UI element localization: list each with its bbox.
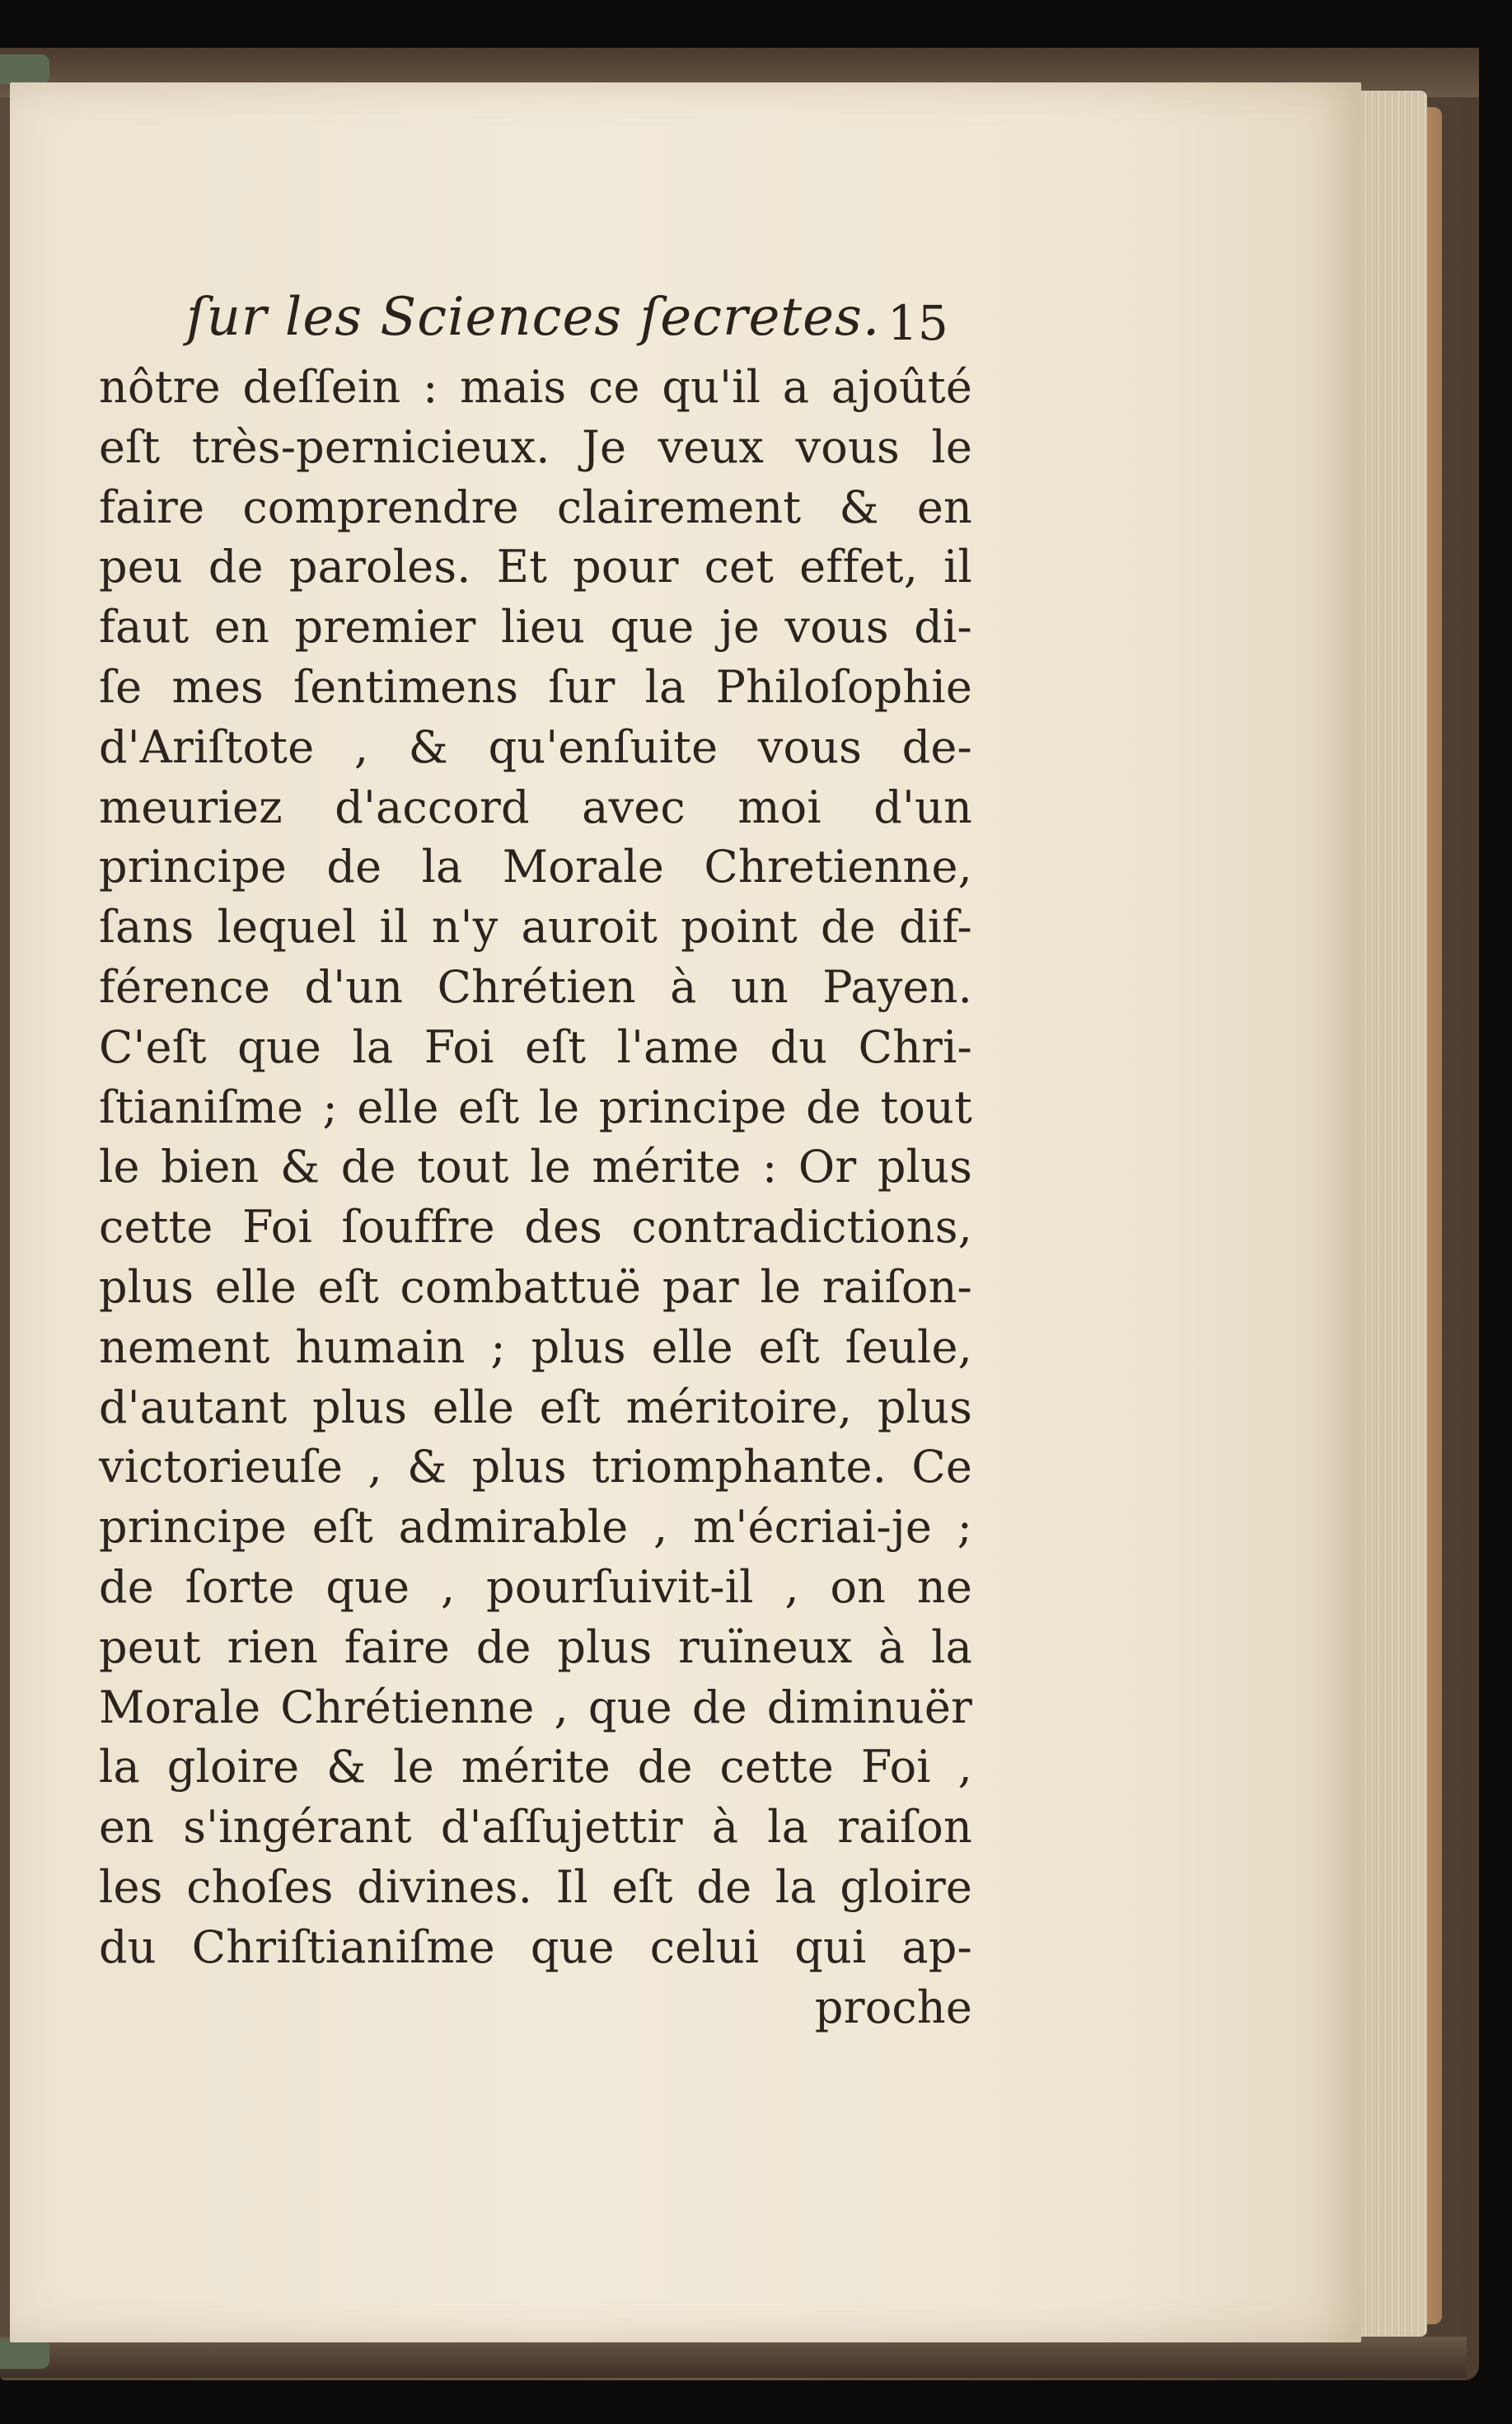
body-text	[99, 358, 972, 2037]
spine-ribbon-top	[0, 54, 49, 84]
spine-ribbon-bottom	[0, 2339, 49, 2369]
text-line: plus elle eſt combattuë par le raiſon-	[99, 1260, 972, 1313]
page-header	[186, 287, 977, 361]
text-line: ſe mes ſentimens ſur la Philoſophie	[99, 660, 972, 713]
page-number: 15	[887, 295, 948, 351]
text-line: en s'ingérant d'aſſujettir à la raiſon	[99, 1801, 972, 1854]
text-line: cette Foi ſouffre des contradictions,	[99, 1201, 972, 1254]
cover-bottom-edge	[0, 2337, 1467, 2378]
text-line: d'autant plus elle eſt méritoire, plus	[99, 1381, 972, 1433]
text-line: nement humain ; plus elle eſt ſeule,	[99, 1320, 972, 1373]
text-line: de ſorte que , pourſuivit-il , on ne	[99, 1560, 972, 1613]
text-line: faut en premier lieu que je vous di-	[99, 601, 972, 654]
catchword: proche	[814, 1981, 972, 2033]
text-line: peu de paroles. Et pour cet effet, il	[99, 541, 972, 593]
text-line: peut rien faire de plus ruïneux à la	[99, 1620, 972, 1673]
text-line: principe eſt admirable , m'écriai-je ;	[99, 1501, 972, 1554]
text-line: ſans lequel il n'y auroit point de dif-	[99, 901, 972, 954]
page-edges	[1361, 91, 1427, 2337]
text-line: faire comprendre clairement & en	[99, 481, 972, 533]
text-line: Morale Chrétienne , que de diminuër	[99, 1681, 972, 1733]
text-line: ſtianiſme ; elle eſt le principe de tout	[99, 1081, 972, 1133]
text-line: victorieuſe , & plus triomphante. Ce	[99, 1441, 972, 1493]
text-line: d'Ariſtote , & qu'enſuite vous de-	[99, 720, 972, 773]
text-line: du Chriſtianiſme que celui qui ap-	[99, 1920, 972, 1973]
text-line: férence d'un Chrétien à un Payen.	[99, 960, 972, 1013]
text-line: meuriez d'accord avec moi d'un	[99, 781, 972, 833]
text-line: nôtre deſſein : mais ce qu'il a ajoûté	[99, 361, 972, 413]
text-line: C'eſt que la Foi eſt l'ame du Chri-	[99, 1020, 972, 1073]
text-line: la gloire & le mérite de cette Foi ,	[99, 1741, 972, 1793]
text-line: eſt très-pernicieux. Je veux vous le	[99, 420, 972, 473]
text-line: le bien & de tout le mérite : Or plus	[99, 1141, 972, 1193]
book-page	[10, 82, 1361, 2342]
running-title: ſur les Sciences ſecretes.	[186, 287, 881, 348]
text-line: les choſes divines. Il eſt de la gloire	[99, 1860, 972, 1913]
text-line: principe de la Morale Chretienne,	[99, 841, 972, 893]
